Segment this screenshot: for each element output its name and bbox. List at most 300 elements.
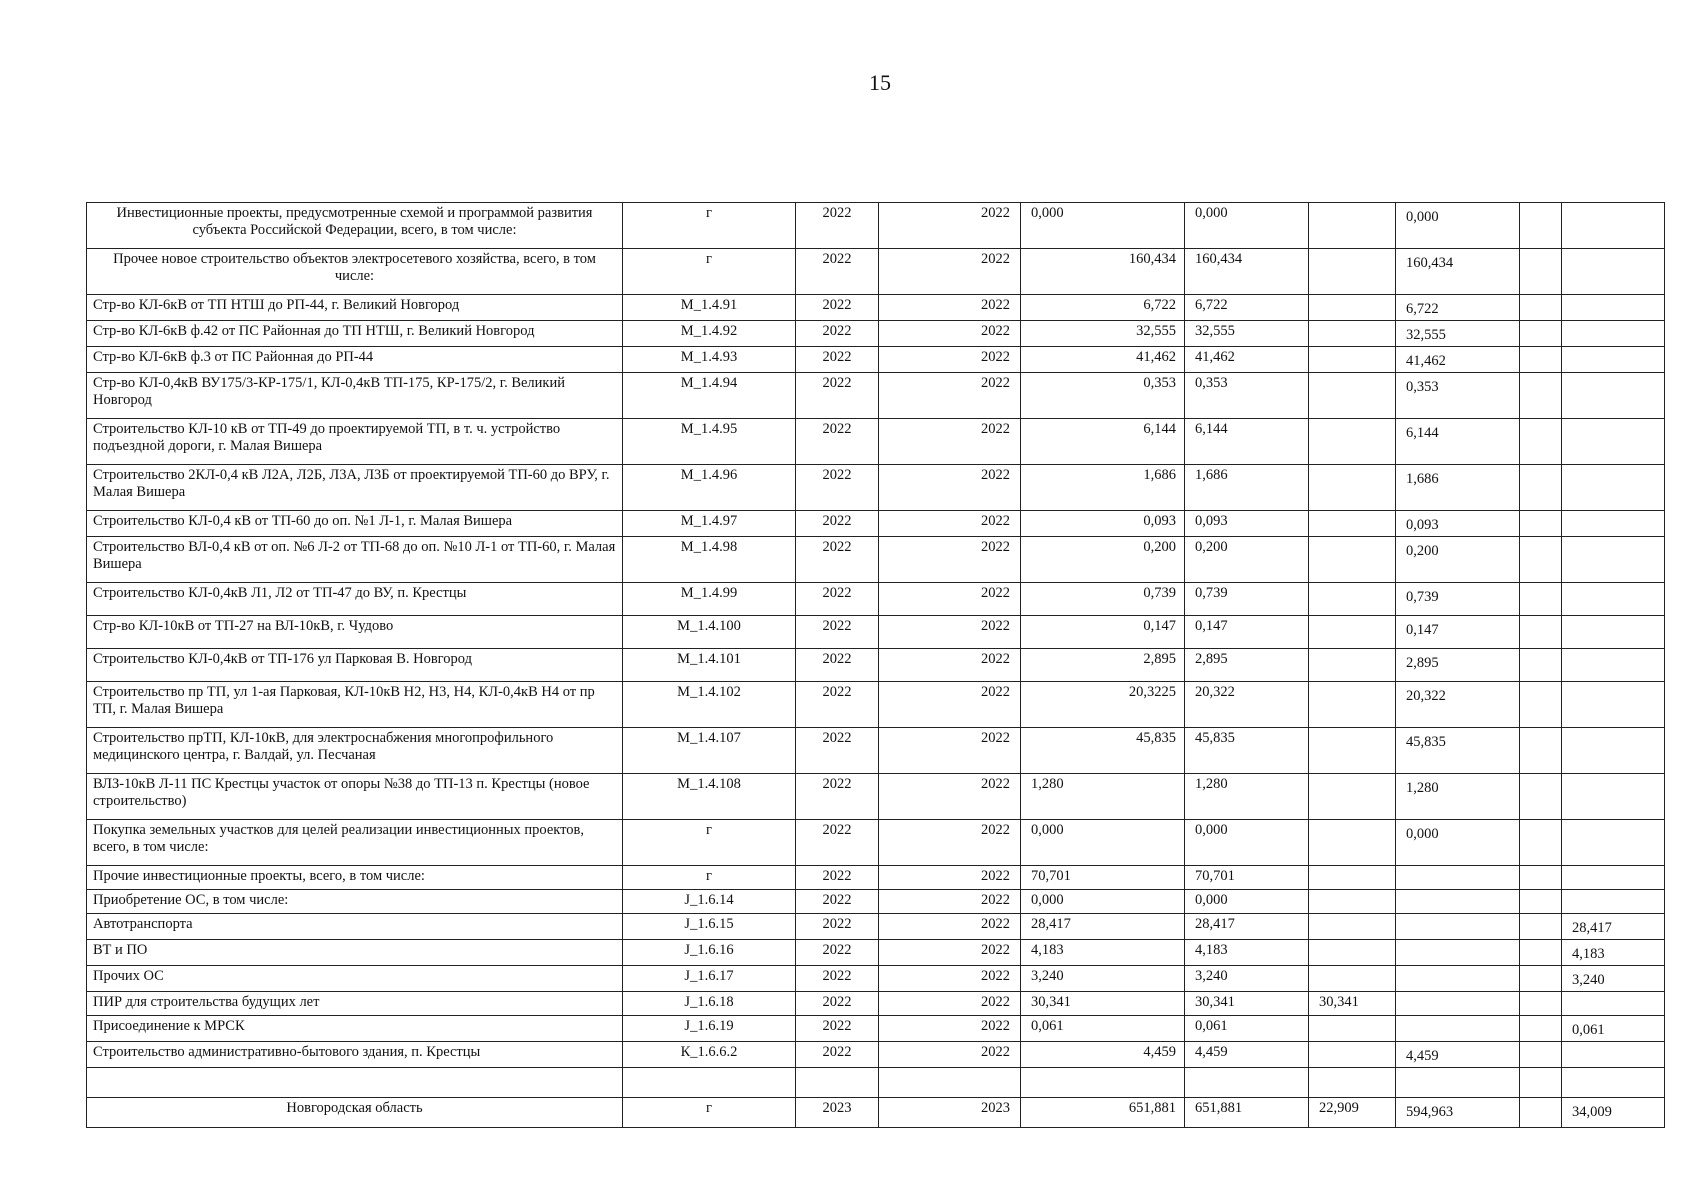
value-col-3-cell <box>1309 511 1396 537</box>
end-year-cell: 2022 <box>879 1042 1021 1068</box>
value-col-4-cell: 0,353 <box>1396 373 1520 419</box>
start-year-cell: 2022 <box>796 347 879 373</box>
value-col-5-cell <box>1520 583 1562 616</box>
start-year-cell: 2022 <box>796 682 879 728</box>
value-total-cell: 6,144 <box>1021 419 1185 465</box>
value-col-3-cell <box>1309 583 1396 616</box>
value-total-cell: 30,341 <box>1021 992 1185 1016</box>
value-total-2-cell: 3,240 <box>1185 966 1309 992</box>
start-year-cell: 2022 <box>796 1016 879 1042</box>
value-col-5-cell <box>1520 774 1562 820</box>
start-year-cell: 2022 <box>796 511 879 537</box>
end-year-cell: 2022 <box>879 649 1021 682</box>
start-year-cell: 2022 <box>796 914 879 940</box>
value-col-6-cell <box>1562 866 1665 890</box>
table-body <box>87 203 1665 1128</box>
value-col-6-cell <box>1562 583 1665 616</box>
value-col-3-cell <box>1309 940 1396 966</box>
value-col-4-cell <box>1396 914 1520 940</box>
value-col-4-cell: 6,144 <box>1396 419 1520 465</box>
value-col-5-cell <box>1520 992 1562 1016</box>
value-col-5-cell <box>1520 1068 1562 1098</box>
value-col-6-cell <box>1562 511 1665 537</box>
value-col-5-cell <box>1520 373 1562 419</box>
value-total-cell: 0,000 <box>1021 890 1185 914</box>
project-code-cell: М_1.4.100 <box>623 616 796 649</box>
value-total-2-cell: 70,701 <box>1185 866 1309 890</box>
value-total-2-cell: 41,462 <box>1185 347 1309 373</box>
project-name-cell: Стр-во КЛ-6кВ ф.42 от ПС Районная до ТП НТШ, г. Великий Новгород <box>87 321 623 347</box>
value-col-3-cell <box>1309 616 1396 649</box>
start-year-cell: 2022 <box>796 966 879 992</box>
start-year-cell: 2022 <box>796 537 879 583</box>
value-total-2-cell: 4,183 <box>1185 940 1309 966</box>
value-col-6-cell: 34,009 <box>1562 1098 1665 1128</box>
table-row <box>87 890 1665 914</box>
value-col-6-cell <box>1562 321 1665 347</box>
value-total-cell: 0,200 <box>1021 537 1185 583</box>
end-year-cell: 2023 <box>879 1098 1021 1128</box>
value-col-4-cell: 41,462 <box>1396 347 1520 373</box>
value-col-6-cell <box>1562 774 1665 820</box>
project-code-cell: М_1.4.91 <box>623 295 796 321</box>
value-col-6-cell <box>1562 419 1665 465</box>
project-name-cell: Прочее новое строительство объектов электросетевого хозяйства, всего, в том числе: <box>87 249 623 295</box>
value-col-3-cell <box>1309 728 1396 774</box>
project-code-cell: J_1.6.16 <box>623 940 796 966</box>
value-total-cell: 3,240 <box>1021 966 1185 992</box>
value-col-5-cell <box>1520 419 1562 465</box>
value-col-6-cell <box>1562 203 1665 249</box>
start-year-cell: 2022 <box>796 774 879 820</box>
end-year-cell: 2022 <box>879 728 1021 774</box>
project-code-cell: М_1.4.101 <box>623 649 796 682</box>
value-total-2-cell: 2,895 <box>1185 649 1309 682</box>
value-col-4-cell <box>1396 1068 1520 1098</box>
project-code-cell: М_1.4.102 <box>623 682 796 728</box>
table-row <box>87 295 1665 321</box>
page-number: 15 <box>869 70 891 95</box>
project-code-cell: М_1.4.92 <box>623 321 796 347</box>
value-col-6-cell <box>1562 373 1665 419</box>
project-name-cell: Стр-во КЛ-10кВ от ТП-27 на ВЛ-10кВ, г. Чудово <box>87 616 623 649</box>
project-code-cell: М_1.4.98 <box>623 537 796 583</box>
start-year-cell: 2022 <box>796 419 879 465</box>
value-total-2-cell: 0,000 <box>1185 820 1309 866</box>
value-col-4-cell: 6,722 <box>1396 295 1520 321</box>
project-code-cell: М_1.4.107 <box>623 728 796 774</box>
project-name-cell: Прочие инвестиционные проекты, всего, в том числе: <box>87 866 623 890</box>
value-col-3-cell <box>1309 866 1396 890</box>
table-row <box>87 682 1665 728</box>
value-total-2-cell: 20,322 <box>1185 682 1309 728</box>
end-year-cell: 2022 <box>879 373 1021 419</box>
value-col-5-cell <box>1520 940 1562 966</box>
project-name-cell <box>87 1068 623 1098</box>
project-name-cell: Строительство КЛ-0,4 кВ от ТП-60 до оп. №1 Л-1, г. Малая Вишера <box>87 511 623 537</box>
start-year-cell: 2022 <box>796 728 879 774</box>
value-col-6-cell <box>1562 465 1665 511</box>
project-name-cell: Строительство КЛ-0,4кВ от ТП-176 ул Парковая В. Новгород <box>87 649 623 682</box>
value-total-2-cell: 0,000 <box>1185 203 1309 249</box>
value-total-cell: 0,353 <box>1021 373 1185 419</box>
table-row <box>87 820 1665 866</box>
value-col-3-cell <box>1309 682 1396 728</box>
value-col-6-cell <box>1562 249 1665 295</box>
start-year-cell: 2022 <box>796 820 879 866</box>
value-col-3-cell <box>1309 203 1396 249</box>
start-year-cell: 2022 <box>796 373 879 419</box>
start-year-cell: 2022 <box>796 616 879 649</box>
end-year-cell: 2022 <box>879 465 1021 511</box>
project-code-cell: г <box>623 820 796 866</box>
value-total-2-cell: 0,000 <box>1185 890 1309 914</box>
value-col-4-cell: 0,000 <box>1396 203 1520 249</box>
start-year-cell: 2022 <box>796 203 879 249</box>
value-col-5-cell <box>1520 1016 1562 1042</box>
value-col-5-cell <box>1520 537 1562 583</box>
value-col-6-cell <box>1562 992 1665 1016</box>
value-total-cell: 6,722 <box>1021 295 1185 321</box>
project-name-cell: Строительство КЛ-0,4кВ Л1, Л2 от ТП-47 до ВУ, п. Крестцы <box>87 583 623 616</box>
value-total-2-cell: 0,353 <box>1185 373 1309 419</box>
value-total-cell: 160,434 <box>1021 249 1185 295</box>
value-total-2-cell: 4,459 <box>1185 1042 1309 1068</box>
table-row <box>87 966 1665 992</box>
value-col-5-cell <box>1520 295 1562 321</box>
end-year-cell: 2022 <box>879 419 1021 465</box>
end-year-cell: 2022 <box>879 940 1021 966</box>
value-col-6-cell: 3,240 <box>1562 966 1665 992</box>
value-col-6-cell <box>1562 820 1665 866</box>
project-code-cell: J_1.6.15 <box>623 914 796 940</box>
project-code-cell: М_1.4.93 <box>623 347 796 373</box>
value-total-cell: 0,000 <box>1021 820 1185 866</box>
value-col-5-cell <box>1520 347 1562 373</box>
value-total-cell: 0,093 <box>1021 511 1185 537</box>
project-name-cell: Строительство прТП, КЛ-10кВ, для электроснабжения многопрофильного медицинского центра, г. Валдай, ул. Песчаная <box>87 728 623 774</box>
value-col-4-cell <box>1396 992 1520 1016</box>
value-col-6-cell <box>1562 682 1665 728</box>
project-name-cell: Приобретение ОС, в том числе: <box>87 890 623 914</box>
value-total-cell: 28,417 <box>1021 914 1185 940</box>
value-col-6-cell <box>1562 890 1665 914</box>
table-row <box>87 1068 1665 1098</box>
project-name-cell: Стр-во КЛ-0,4кВ ВУ175/3-КР-175/1, КЛ-0,4кВ ТП-175, КР-175/2, г. Великий Новгород <box>87 373 623 419</box>
project-name-cell: Прочих ОС <box>87 966 623 992</box>
project-name-cell: Новгородская область <box>87 1098 623 1128</box>
table-row <box>87 992 1665 1016</box>
project-name-cell: Стр-во КЛ-6кВ от ТП НТШ до РП-44, г. Великий Новгород <box>87 295 623 321</box>
table-row <box>87 1016 1665 1042</box>
value-col-4-cell: 1,280 <box>1396 774 1520 820</box>
value-col-4-cell <box>1396 966 1520 992</box>
end-year-cell: 2022 <box>879 583 1021 616</box>
table-row <box>87 774 1665 820</box>
end-year-cell: 2022 <box>879 203 1021 249</box>
table-row <box>87 373 1665 419</box>
value-col-3-cell <box>1309 649 1396 682</box>
value-col-3-cell <box>1309 249 1396 295</box>
value-col-3-cell <box>1309 774 1396 820</box>
value-col-4-cell <box>1396 940 1520 966</box>
value-total-2-cell: 0,147 <box>1185 616 1309 649</box>
table-row <box>87 347 1665 373</box>
value-total-2-cell: 6,144 <box>1185 419 1309 465</box>
value-col-4-cell: 0,739 <box>1396 583 1520 616</box>
end-year-cell: 2022 <box>879 511 1021 537</box>
value-total-cell: 0,147 <box>1021 616 1185 649</box>
start-year-cell: 2022 <box>796 992 879 1016</box>
value-col-5-cell <box>1520 649 1562 682</box>
value-total-2-cell: 651,881 <box>1185 1098 1309 1128</box>
value-col-5-cell <box>1520 1098 1562 1128</box>
value-total-cell: 1,686 <box>1021 465 1185 511</box>
project-code-cell: г <box>623 203 796 249</box>
investment-projects-table <box>86 202 1665 1128</box>
value-col-4-cell <box>1396 1016 1520 1042</box>
project-name-cell: ВЛЗ-10кВ Л-11 ПС Крестцы участок от опоры №38 до ТП-13 п. Крестцы (новое строительство) <box>87 774 623 820</box>
table-row <box>87 465 1665 511</box>
value-total-2-cell: 0,200 <box>1185 537 1309 583</box>
start-year-cell: 2022 <box>796 866 879 890</box>
end-year-cell: 2022 <box>879 966 1021 992</box>
project-name-cell: Строительство административно-бытового здания, п. Крестцы <box>87 1042 623 1068</box>
value-total-cell: 1,280 <box>1021 774 1185 820</box>
project-name-cell: Строительство пр ТП, ул 1-ая Парковая, КЛ-10кВ Н2, Н3, Н4, КЛ-0,4кВ Н4 от пр ТП, г. Малая Вишера <box>87 682 623 728</box>
value-total-2-cell: 1,686 <box>1185 465 1309 511</box>
table-row <box>87 940 1665 966</box>
value-col-3-cell <box>1309 1016 1396 1042</box>
value-total-cell: 45,835 <box>1021 728 1185 774</box>
value-total-cell: 2,895 <box>1021 649 1185 682</box>
project-code-cell <box>623 1068 796 1098</box>
table-row <box>87 866 1665 890</box>
value-col-6-cell <box>1562 295 1665 321</box>
value-col-3-cell <box>1309 347 1396 373</box>
project-code-cell: г <box>623 249 796 295</box>
start-year-cell: 2022 <box>796 1042 879 1068</box>
value-col-6-cell <box>1562 1042 1665 1068</box>
end-year-cell: 2022 <box>879 321 1021 347</box>
value-col-5-cell <box>1520 616 1562 649</box>
value-col-3-cell <box>1309 914 1396 940</box>
project-name-cell: Покупка земельных участков для целей реализации инвестиционных проектов, всего, в том числе: <box>87 820 623 866</box>
value-col-5-cell <box>1520 1042 1562 1068</box>
start-year-cell: 2022 <box>796 321 879 347</box>
value-col-6-cell: 0,061 <box>1562 1016 1665 1042</box>
table-row <box>87 249 1665 295</box>
table-row <box>87 616 1665 649</box>
table-row <box>87 321 1665 347</box>
value-col-5-cell <box>1520 866 1562 890</box>
table-row <box>87 203 1665 249</box>
project-code-cell: М_1.4.94 <box>623 373 796 419</box>
value-total-2-cell <box>1185 1068 1309 1098</box>
value-total-2-cell: 0,093 <box>1185 511 1309 537</box>
start-year-cell: 2022 <box>796 295 879 321</box>
value-total-cell: 20,3225 <box>1021 682 1185 728</box>
project-name-cell: Строительство ВЛ-0,4 кВ от оп. №6 Л-2 от ТП-68 до оп. №10 Л-1 от ТП-60, г. Малая Вишера <box>87 537 623 583</box>
value-total-2-cell: 28,417 <box>1185 914 1309 940</box>
value-col-4-cell: 160,434 <box>1396 249 1520 295</box>
project-code-cell: К_1.6.6.2 <box>623 1042 796 1068</box>
table-row <box>87 419 1665 465</box>
value-col-4-cell: 0,000 <box>1396 820 1520 866</box>
value-total-cell: 4,183 <box>1021 940 1185 966</box>
project-code-cell: J_1.6.18 <box>623 992 796 1016</box>
value-col-5-cell <box>1520 914 1562 940</box>
value-col-6-cell: 4,183 <box>1562 940 1665 966</box>
value-col-5-cell <box>1520 465 1562 511</box>
project-code-cell: М_1.4.95 <box>623 419 796 465</box>
table-row <box>87 511 1665 537</box>
project-code-cell: М_1.4.96 <box>623 465 796 511</box>
value-col-6-cell <box>1562 537 1665 583</box>
end-year-cell: 2022 <box>879 347 1021 373</box>
end-year-cell: 2022 <box>879 682 1021 728</box>
value-col-3-cell <box>1309 295 1396 321</box>
value-col-4-cell: 2,895 <box>1396 649 1520 682</box>
value-total-cell: 4,459 <box>1021 1042 1185 1068</box>
end-year-cell: 2022 <box>879 1016 1021 1042</box>
end-year-cell: 2022 <box>879 616 1021 649</box>
value-col-4-cell: 4,459 <box>1396 1042 1520 1068</box>
value-col-3-cell <box>1309 890 1396 914</box>
end-year-cell: 2022 <box>879 890 1021 914</box>
project-code-cell: г <box>623 1098 796 1128</box>
end-year-cell: 2022 <box>879 774 1021 820</box>
value-col-5-cell <box>1520 728 1562 774</box>
value-total-2-cell: 6,722 <box>1185 295 1309 321</box>
value-col-5-cell <box>1520 966 1562 992</box>
value-col-5-cell <box>1520 820 1562 866</box>
table-row <box>87 649 1665 682</box>
value-col-3-cell <box>1309 321 1396 347</box>
table-row <box>87 728 1665 774</box>
value-col-6-cell <box>1562 649 1665 682</box>
value-total-cell: 41,462 <box>1021 347 1185 373</box>
project-code-cell: М_1.4.108 <box>623 774 796 820</box>
value-total-2-cell: 0,739 <box>1185 583 1309 616</box>
value-col-3-cell <box>1309 966 1396 992</box>
value-col-6-cell <box>1562 616 1665 649</box>
project-code-cell: г <box>623 866 796 890</box>
end-year-cell: 2022 <box>879 866 1021 890</box>
project-name-cell: Присоединение к МРСК <box>87 1016 623 1042</box>
end-year-cell: 2022 <box>879 537 1021 583</box>
end-year-cell: 2022 <box>879 992 1021 1016</box>
value-col-4-cell: 1,686 <box>1396 465 1520 511</box>
value-col-3-cell <box>1309 537 1396 583</box>
start-year-cell: 2022 <box>796 249 879 295</box>
project-code-cell: J_1.6.19 <box>623 1016 796 1042</box>
value-total-2-cell: 45,835 <box>1185 728 1309 774</box>
value-col-3-cell <box>1309 820 1396 866</box>
value-total-2-cell: 160,434 <box>1185 249 1309 295</box>
value-total-cell: 32,555 <box>1021 321 1185 347</box>
value-col-3-cell: 30,341 <box>1309 992 1396 1016</box>
end-year-cell: 2022 <box>879 914 1021 940</box>
value-total-cell: 70,701 <box>1021 866 1185 890</box>
value-col-5-cell <box>1520 203 1562 249</box>
value-total-2-cell: 0,061 <box>1185 1016 1309 1042</box>
value-total-cell <box>1021 1068 1185 1098</box>
project-name-cell: Строительство КЛ-10 кВ от ТП-49 до проектируемой ТП, в т. ч. устройство подъездной дороги, г. Малая Вишера <box>87 419 623 465</box>
value-col-6-cell <box>1562 347 1665 373</box>
value-total-cell: 0,061 <box>1021 1016 1185 1042</box>
project-name-cell: ВТ и ПО <box>87 940 623 966</box>
table-row <box>87 537 1665 583</box>
start-year-cell: 2022 <box>796 940 879 966</box>
project-code-cell: М_1.4.97 <box>623 511 796 537</box>
value-total-2-cell: 32,555 <box>1185 321 1309 347</box>
value-col-3-cell <box>1309 419 1396 465</box>
value-col-3-cell <box>1309 1042 1396 1068</box>
end-year-cell: 2022 <box>879 249 1021 295</box>
table-row <box>87 914 1665 940</box>
value-col-4-cell: 20,322 <box>1396 682 1520 728</box>
start-year-cell <box>796 1068 879 1098</box>
value-col-5-cell <box>1520 682 1562 728</box>
value-col-5-cell <box>1520 249 1562 295</box>
value-col-4-cell: 0,200 <box>1396 537 1520 583</box>
value-col-5-cell <box>1520 890 1562 914</box>
project-name-cell: Строительство 2КЛ-0,4 кВ Л2А, Л2Б, Л3А, Л3Б от проектируемой ТП-60 до ВРУ, г. Малая Вишера <box>87 465 623 511</box>
value-col-4-cell <box>1396 866 1520 890</box>
value-col-3-cell <box>1309 373 1396 419</box>
end-year-cell: 2022 <box>879 820 1021 866</box>
value-col-5-cell <box>1520 511 1562 537</box>
project-code-cell: J_1.6.17 <box>623 966 796 992</box>
start-year-cell: 2023 <box>796 1098 879 1128</box>
value-col-3-cell <box>1309 465 1396 511</box>
project-name-cell: ПИР для строительства будущих лет <box>87 992 623 1016</box>
value-col-4-cell: 32,555 <box>1396 321 1520 347</box>
table-row <box>87 1098 1665 1128</box>
start-year-cell: 2022 <box>796 583 879 616</box>
value-col-4-cell: 594,963 <box>1396 1098 1520 1128</box>
value-total-cell: 0,000 <box>1021 203 1185 249</box>
value-col-6-cell: 28,417 <box>1562 914 1665 940</box>
value-col-6-cell <box>1562 1068 1665 1098</box>
value-col-4-cell: 0,093 <box>1396 511 1520 537</box>
value-total-2-cell: 30,341 <box>1185 992 1309 1016</box>
project-name-cell: Автотранспорта <box>87 914 623 940</box>
start-year-cell: 2022 <box>796 890 879 914</box>
project-name-cell: Стр-во КЛ-6кВ ф.3 от ПС Районная до РП-44 <box>87 347 623 373</box>
value-col-5-cell <box>1520 321 1562 347</box>
start-year-cell: 2022 <box>796 465 879 511</box>
project-code-cell: J_1.6.14 <box>623 890 796 914</box>
start-year-cell: 2022 <box>796 649 879 682</box>
end-year-cell: 2022 <box>879 295 1021 321</box>
table-row <box>87 1042 1665 1068</box>
value-col-6-cell <box>1562 728 1665 774</box>
value-col-3-cell <box>1309 1068 1396 1098</box>
end-year-cell <box>879 1068 1021 1098</box>
value-col-4-cell <box>1396 890 1520 914</box>
value-total-2-cell: 1,280 <box>1185 774 1309 820</box>
project-code-cell: М_1.4.99 <box>623 583 796 616</box>
value-col-4-cell: 0,147 <box>1396 616 1520 649</box>
value-col-3-cell: 22,909 <box>1309 1098 1396 1128</box>
value-total-cell: 651,881 <box>1021 1098 1185 1128</box>
project-name-cell: Инвестиционные проекты, предусмотренные схемой и программой развития субъекта Российской Федерации, всего, в том числе: <box>87 203 623 249</box>
table-row <box>87 583 1665 616</box>
value-col-4-cell: 45,835 <box>1396 728 1520 774</box>
value-total-cell: 0,739 <box>1021 583 1185 616</box>
